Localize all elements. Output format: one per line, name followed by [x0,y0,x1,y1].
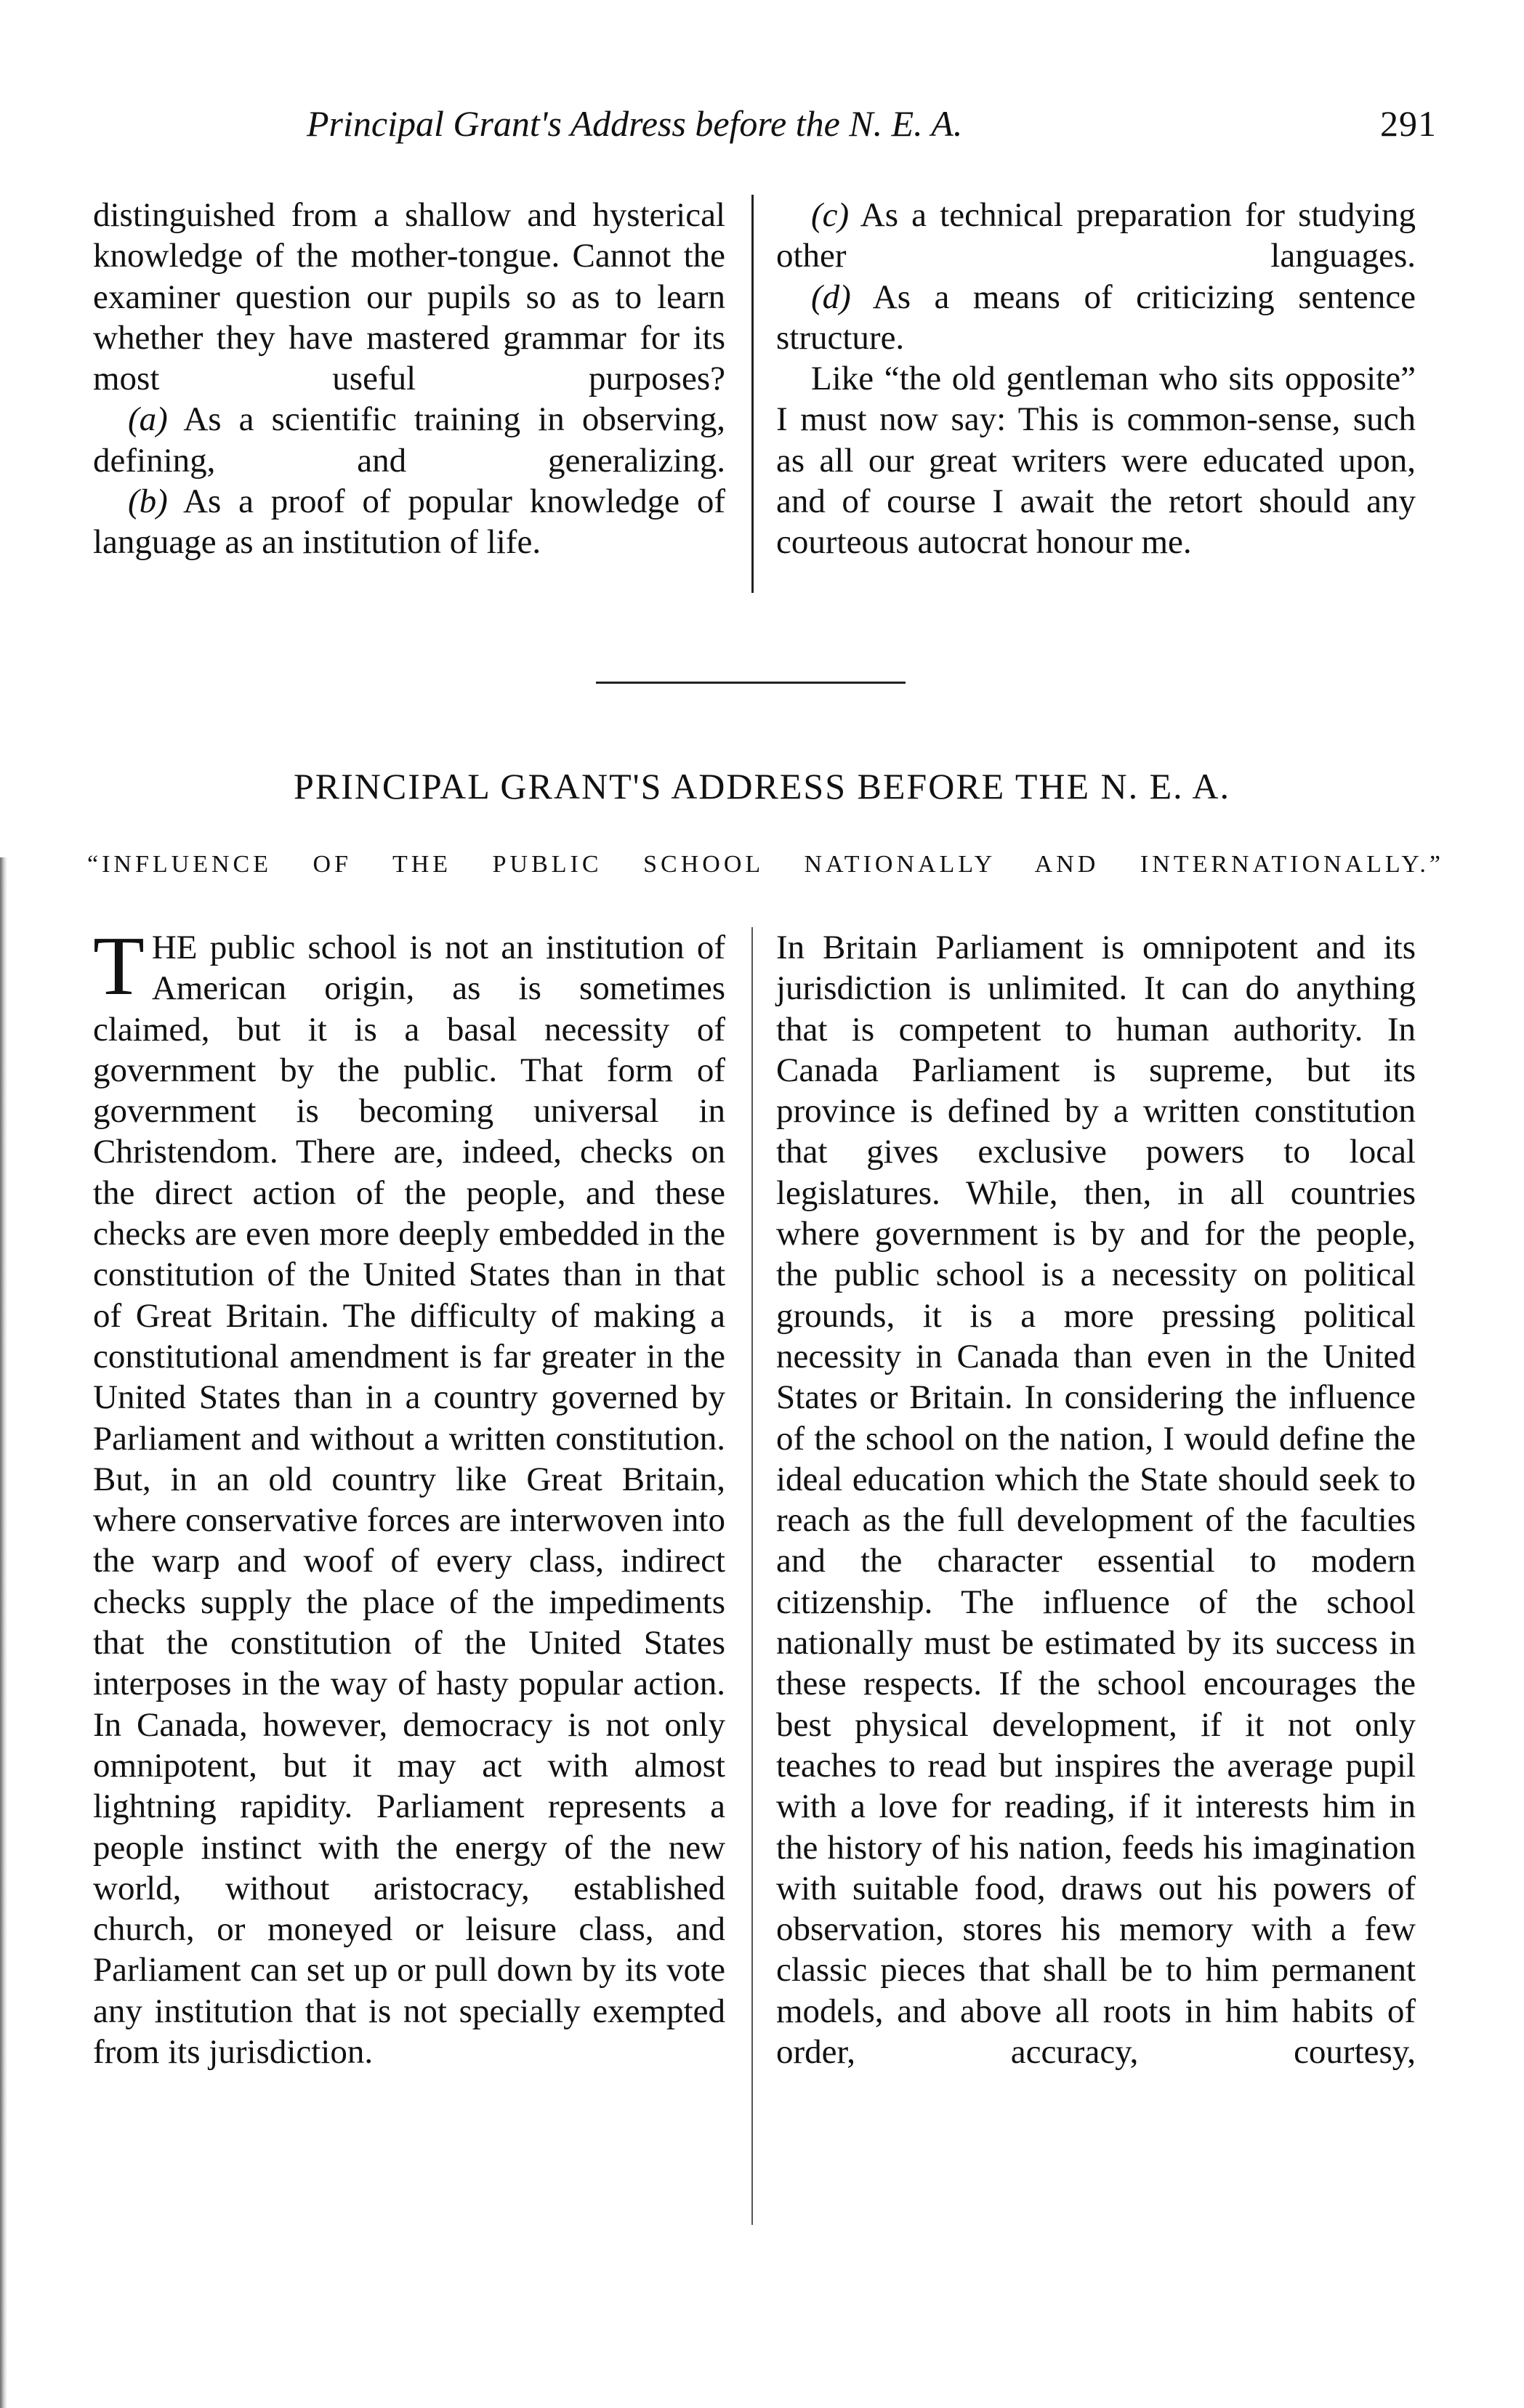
item-marker: (c) [811,196,850,234]
article-right-column [776,927,1416,2072]
list-item-a [93,399,725,481]
item-marker: (a) [128,400,168,439]
preceding-right-column [776,195,1416,563]
item-text: As a proof of popular knowledge of language as an institution of life. [93,482,725,562]
item-text: As a technical preparation for studying other languages. [776,196,1416,275]
section-divider [596,682,906,684]
article-title: PRINCIPAL GRANT'S ADDRESS BEFORE THE N. E. A. [293,766,1231,807]
list-item-b [93,481,725,563]
page-number: 291 [1380,103,1437,144]
column-rule [751,927,753,2225]
closing-paragraph: Like “the old gentleman who sits opposite” I must now say: This is common-sense, such as all our great writers were educated upon, and of course I await the retort should any courteous autocrat honour me. [776,360,1416,562]
article-subtitle: “INFLUENCE OF THE PUBLIC SCHOOL NATIONALLY AND INTERNATIONALLY.” [87,851,1444,878]
running-title: Principal Grant's Address before the N. E. A. [307,103,963,144]
drop-cap: T [93,920,145,1013]
list-item-c [776,195,1416,277]
article-right-text: In Britain Parliament is omnipotent and its jurisdiction is unlimited. It can do anything that is competent to human authority. In Canada Parliament is supreme, but its province is defined by a written constitution that gives exclusive powers to local legislatures. While, then, in all countries where government is by and for the people, the public school is a necessity on political grounds, it is a more pressing political necessity in Canada than even in the United States or Britain. In considering the influence of the school on the nation, I would define the ideal education which the State should seek to reach as the full development of the faculties and the character essential to modern citizenship. The influence of the school nationally must be estimated by its success in these respects. If the school encourages the best physical development, if it not only teaches to read but inspires the average pupil with a love for reading, if it interests him in the history of his nation, feeds his imagination with suitable food, draws out his powers of observation, stores his memory with a few classic pieces that shall be to him permanent models, and above all roots in him habits of order, accuracy, courtesy, [776,929,1416,2072]
preceding-left-column [93,195,725,563]
item-text: As a scientific training in observing, defining, and generalizing. [93,400,725,480]
article-left-text: HE public school is not an institution of American origin, as is sometimes claimed, but it is a basal necessity of government by the public. That form of government is becoming universal in Christendom. There are, indeed, checks on the direct action of the people, and these checks are even more deeply embedded in the constitution of the United States than in that of Great Britain. The difficulty of making a constitutional amendment is far greater in the United States than in a country governed by Parliament and without a written constitution. But, in an old country like Great Britain, where conservative forces are interwoven into the warp and woof of every class, indirect checks supply the place of the impediments that the constitution of the United States interposes in the way of hasty popular action. In Canada, however, democracy is not only omnipotent, but it may act with almost lightning rapidity. Parliament represents a people instinct with the energy of the new world, without aristocracy, established church, or moneyed or leisure class, and Parliament can set up or pull down by its vote any institution that is not specially exempted from its jurisdiction. [93,929,725,2072]
item-marker: (b) [128,482,168,521]
article-left-column [93,920,725,2072]
running-head [291,98,1437,149]
item-text: As a means of criticizing sentence structure. [776,278,1416,357]
list-item-d [776,277,1416,359]
article-paragraph [93,920,725,2072]
page-edge-shadow [0,857,7,2408]
preceding-paragraph: distinguished from a shallow and hysterical knowledge of the mother-tongue. Cannot the examiner question our pupils so as to learn whether they have mastered grammar for its most useful purposes? [93,196,725,398]
item-marker: (d) [811,278,851,316]
column-rule [751,195,754,593]
